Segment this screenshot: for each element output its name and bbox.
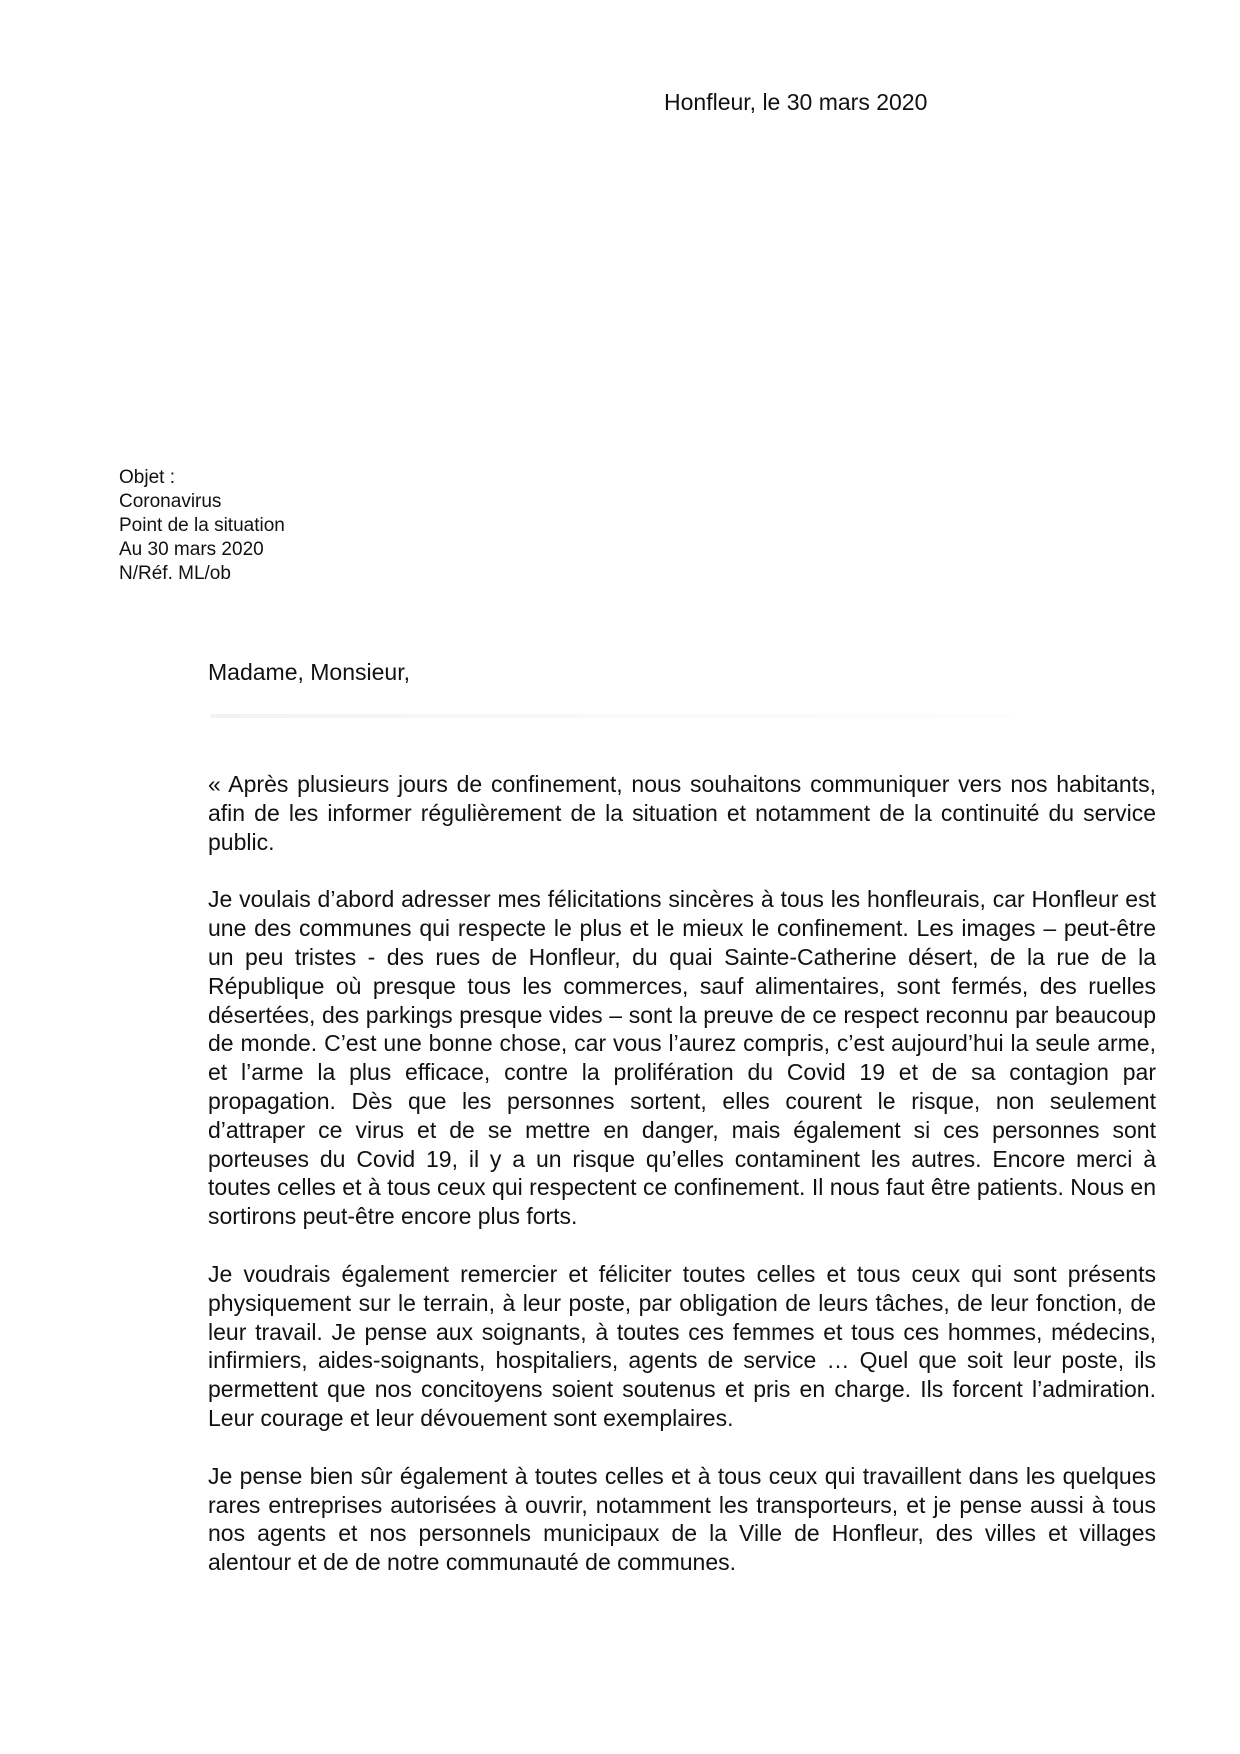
paragraph-2: Je voulais d’abord adresser mes félicitations sincères à tous les honfleurais, car Honfleur est une des communes qui respecte le plus et le mieux le confinement. Les images – peut-être un peu tristes - des rues de Honfleur, du quai Sainte-Catherine désert, de la rue de la République où presque tous les commerces, sauf alimentaires, sont fermés, des ruelles désertées, des parkings presque vides – sont la preuve de ce respect reconnu par beaucoup de monde. C’est une bonne chose, car vous l’aurez compris, c’est aujourd’hui la seule arme, et l’arme la plus efficace, contre la prolifération du Covid 19 et de sa contagion par propagation. Dès que les personnes sortent, elles courent le risque, non seulement d’attraper ce virus et de se mettre en danger, mais également si ces personnes sont porteuses du Covid 19, il y a un risque qu’elles contaminent les autres. Encore merci à toutes celles et à tous ceux qui respectent ce confinement. Il nous faut être patients. Nous en sortirons peut-être encore plus forts.	[208, 886, 1156, 1230]
object-line-3: Au 30 mars 2020	[119, 539, 264, 560]
paragraph-3: Je voudrais également remercier et féliciter toutes celles et tous ceux qui sont présents physiquement sur le terrain, à leur poste, par obligation de leurs tâches, de leur fonction, de leur travail. Je pense aux soignants, à toutes ces femmes et tous ces hommes, médecins, infirmiers, aides-soignants, hospitaliers, agents de service … Quel que soit leur poste, ils permettent que nos concitoyens soient soutenus et pris en charge. Ils forcent l’admiration. Leur courage et leur dévouement sont exemplaires.	[208, 1260, 1156, 1431]
place-date: Honfleur, le 30 mars 2020	[664, 89, 928, 115]
object-line-1: Coronavirus	[119, 491, 222, 512]
paragraph-4: Je pense bien sûr également à toutes celles et à tous ceux qui travaillent dans les quelques rares entreprises autorisées à ouvrir, notamment les transporteurs, et je pense aussi à tous nos agents et nos personnels municipaux de la Ville de Honfleur, des villes et villages alentour et de de notre communauté de communes.	[208, 1462, 1156, 1576]
object-line-2: Point de la situation	[119, 515, 285, 536]
reference-line: N/Réf. ML/ob	[119, 563, 231, 584]
object-label: Objet :	[119, 467, 175, 488]
letter-body	[208, 770, 1156, 1606]
faint-scan-line	[210, 714, 1010, 718]
salutation: Madame, Monsieur,	[208, 659, 410, 685]
object-block	[119, 466, 285, 586]
paragraph-1: « Après plusieurs jours de confinement, nous souhaitons communiquer vers nos habitants, afin de les informer régulièrement de la situation et notamment de la continuité du service public.	[208, 771, 1156, 855]
